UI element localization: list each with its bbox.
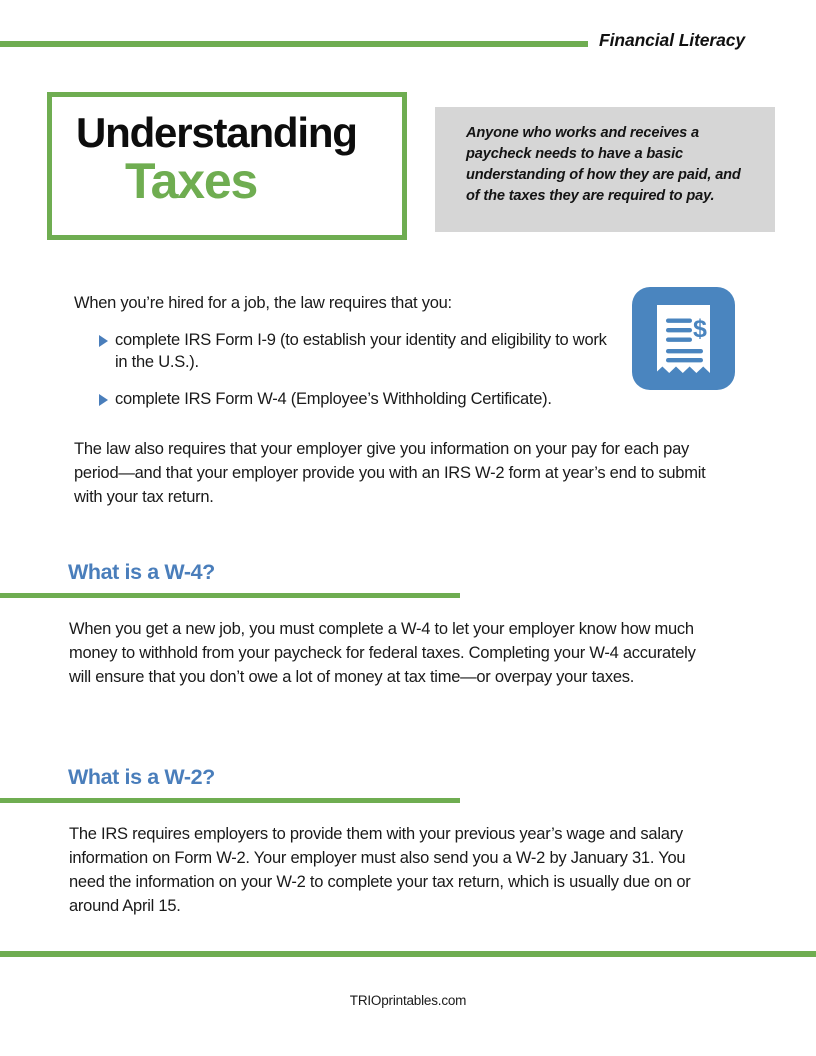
section-body-w2: The IRS requires employers to provide them with your previous year’s wage and salary information on Form W-2. Your employer must also send you a W-2 by January 31. You need the information on your W-2 to complete your tax return, which is usually due on or around April 15. <box>69 825 691 916</box>
intro-lead-text: When you’re hired for a job, the law requires that you: <box>74 294 452 312</box>
list-item-label: complete IRS Form W-4 (Employee’s Withholding Certificate). <box>115 389 552 408</box>
footer-site-label: TRIOprintables.com <box>349 993 467 1008</box>
triangle-bullet-icon <box>99 394 108 406</box>
page-title-line2: Taxes <box>125 153 258 209</box>
footer-green-rule <box>0 951 816 957</box>
header-green-rule <box>0 41 588 47</box>
section-title-w4: What is a W-4? <box>68 560 215 584</box>
section-green-rule <box>0 798 460 803</box>
triangle-bullet-icon <box>99 335 108 347</box>
header-category-label: Financial Literacy <box>599 30 746 50</box>
list-item-label: complete IRS Form I-9 (to establish your identity and eligibility to work in the U.S.). <box>115 331 607 372</box>
callout-box <box>435 107 775 232</box>
svg-text:$: $ <box>693 315 707 343</box>
section-title-w2: What is a W-2? <box>68 765 215 789</box>
intro-paragraph: The law also requires that your employer give you information on your pay for each pay period—and that your employer provide you with an IRS W-2 form at year’s end to submit with your tax return. <box>74 440 706 507</box>
page-header <box>0 30 816 64</box>
title-box <box>47 92 407 240</box>
receipt-dollar-icon <box>632 287 735 390</box>
page-title-line1: Understanding <box>76 109 357 156</box>
list-item <box>99 329 619 374</box>
intro-bullet-list <box>99 329 619 424</box>
section-body-w4: When you get a new job, you must complete a W-4 to let your employer know how much money to withhold from your paycheck for federal taxes. Completing your W-4 accurately will ensure that you don’t owe a lot of money at tax time—or overpay your taxes. <box>69 620 696 687</box>
callout-text: Anyone who works and receives a paycheck needs to have a basic understanding of how they are paid, and of the taxes they are required to pay. <box>466 125 741 205</box>
list-item <box>99 388 619 410</box>
section-green-rule <box>0 593 460 598</box>
